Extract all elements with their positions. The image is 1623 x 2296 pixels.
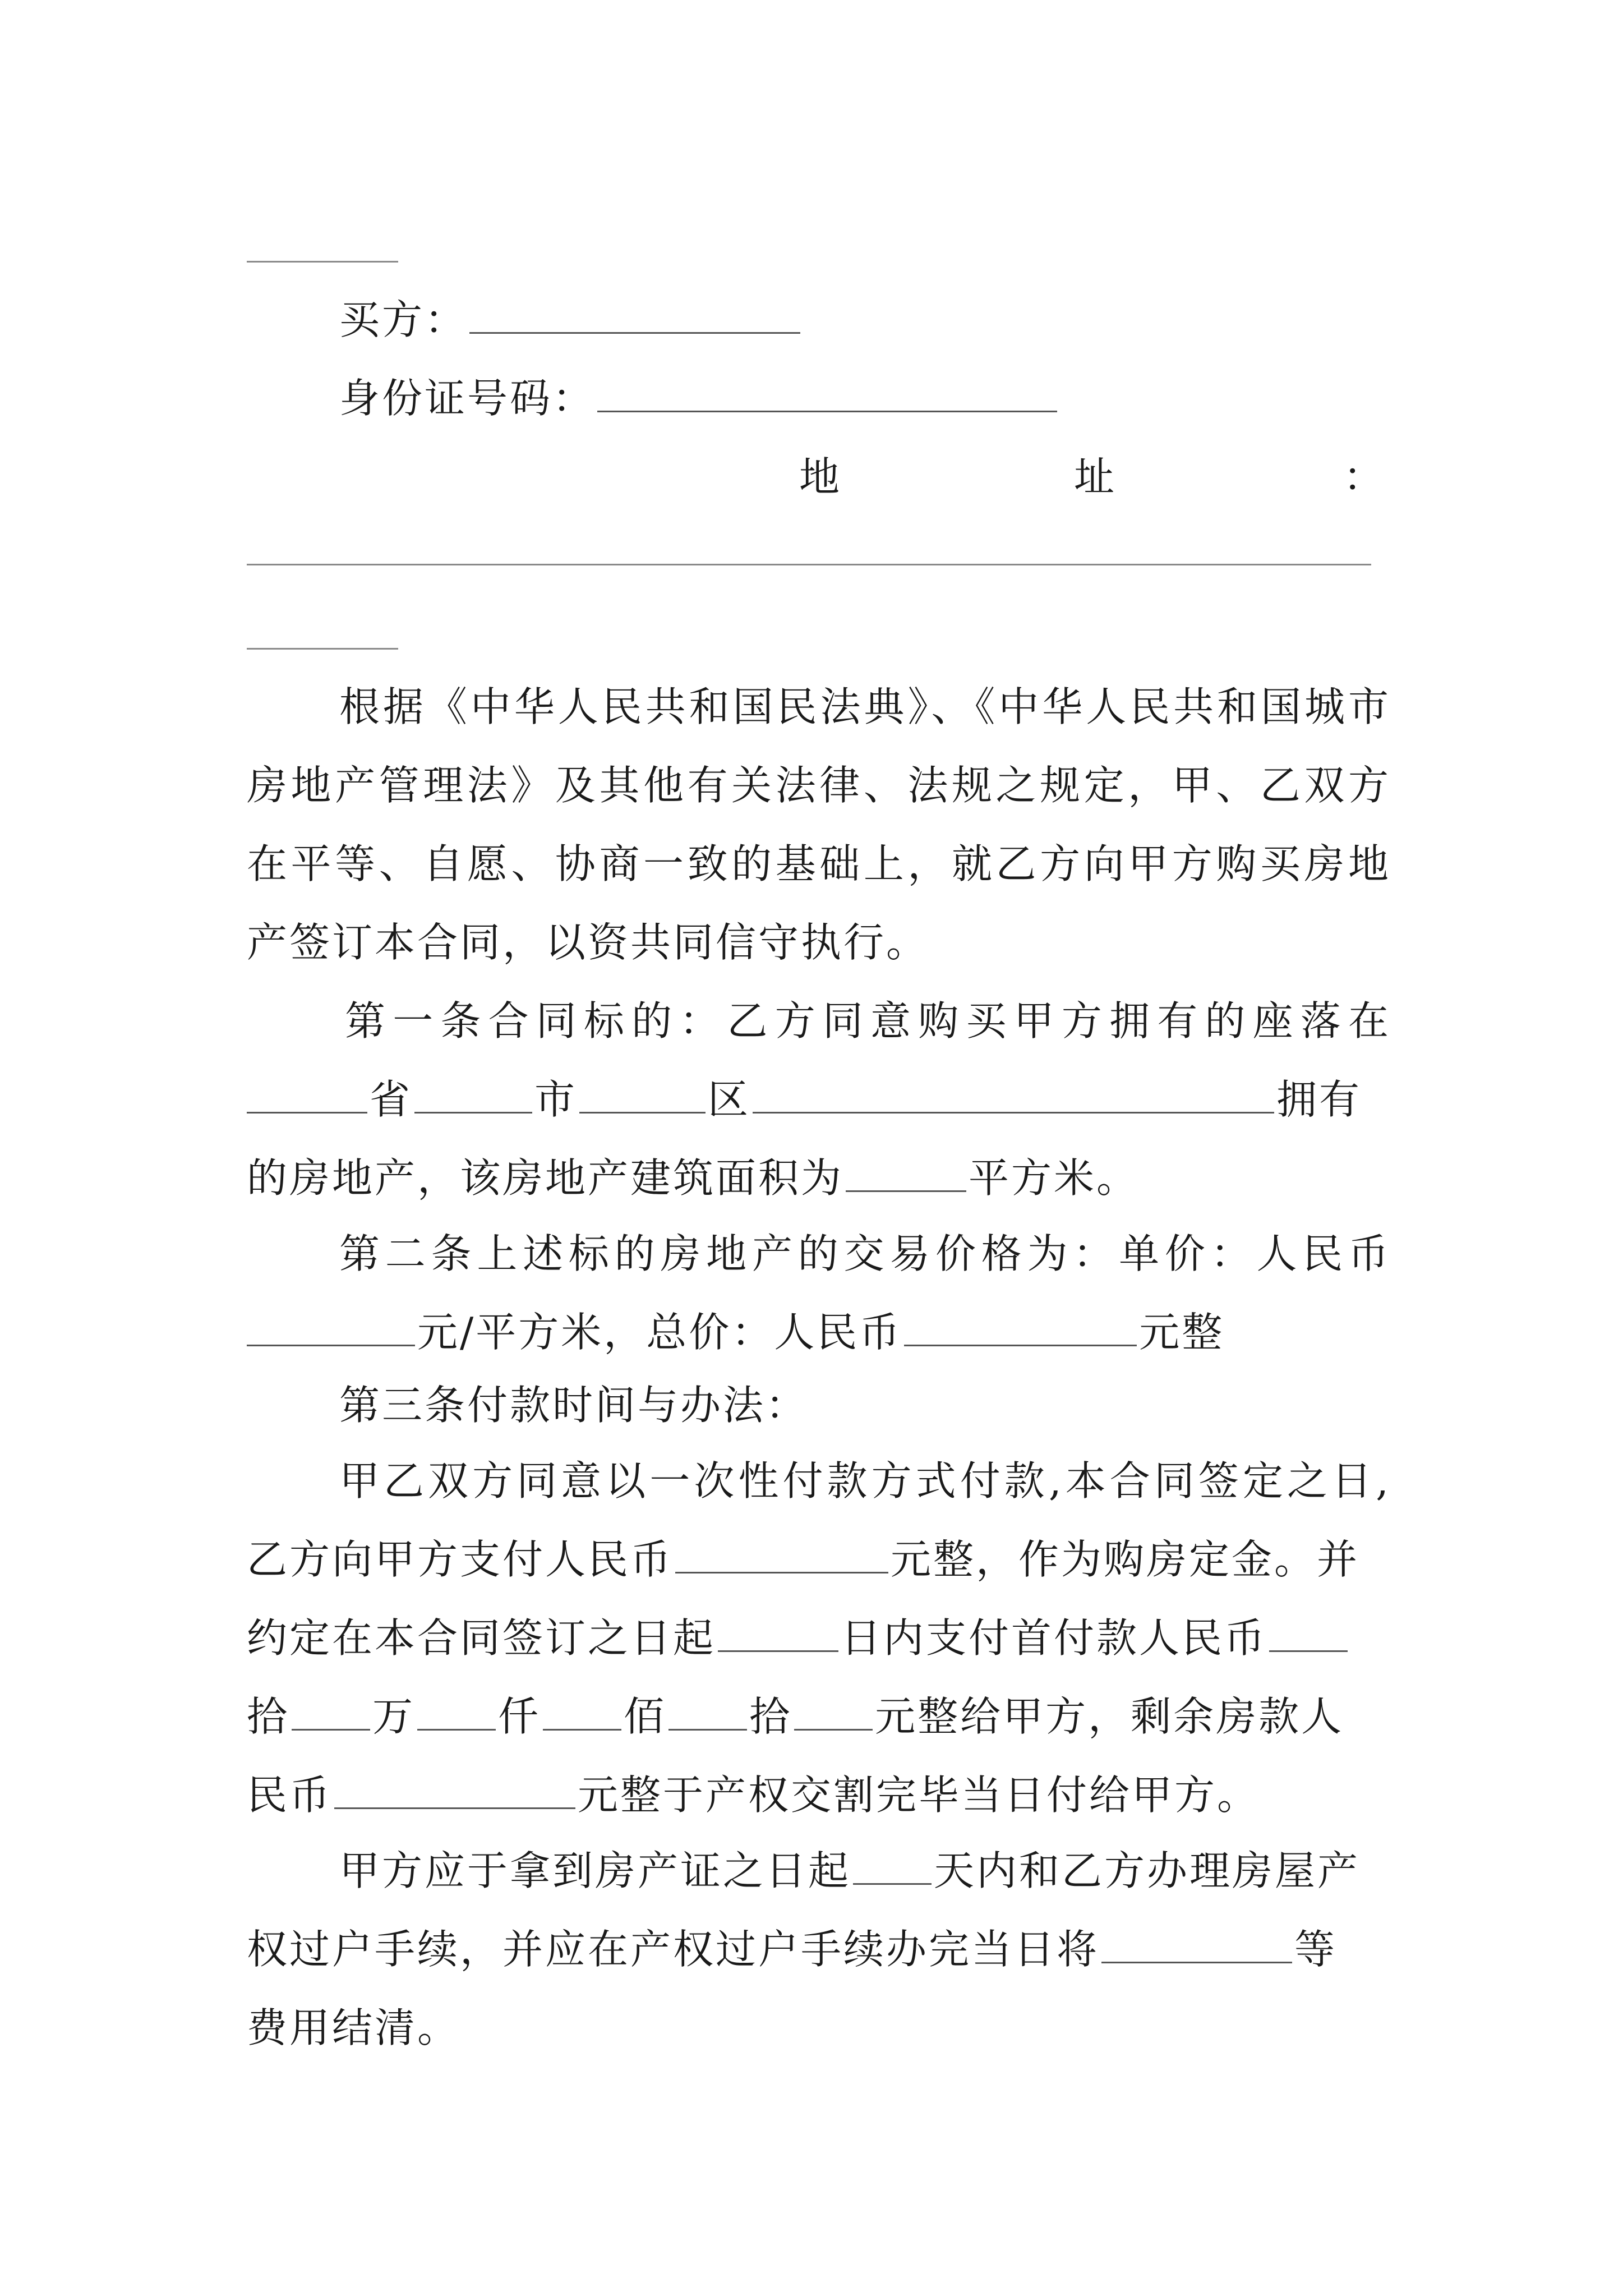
remaining-field[interactable] (334, 1770, 575, 1809)
article3-p2-line-3: 费用结清。 (247, 2004, 460, 2051)
deposit-text: 乙方向甲方支付人民币 (247, 1536, 674, 1583)
article3-p1-line-1: 甲乙双方同意以一次性付款方式付款,本合同签定之日, (339, 1457, 1391, 1504)
province-label: 省 (370, 1076, 413, 1123)
buyer-name-field[interactable] (469, 295, 800, 334)
address-char-1: 地 (799, 453, 840, 500)
fees-text-2: 等 (1294, 1926, 1338, 1973)
article1-line-2 (247, 1071, 1391, 1128)
address-field-line[interactable] (247, 564, 1371, 565)
area-field[interactable] (846, 1153, 966, 1192)
total-price-field[interactable] (904, 1308, 1137, 1346)
article2-line-1: 第二条上述标的房地产的交易价格为：单价：人民币 (339, 1230, 1391, 1277)
basis-line-3: 在平等、自愿、协商一致的基础上，就乙方向甲方购买房地 (247, 840, 1391, 887)
owned-label: 拥有 (1276, 1076, 1362, 1123)
id-row (339, 370, 1483, 426)
fees-text: 权过户手续，并应在产权过户手续办完当日将 (247, 1926, 1100, 1973)
article3-p1-line-2 (247, 1531, 1391, 1588)
first-payment-text-2: 日内支付首付款人民币 (841, 1614, 1267, 1662)
article3-p1-line-5 (247, 1767, 1391, 1823)
street-field[interactable] (753, 1075, 1274, 1114)
area-text: 的房地产，该房地产建筑面积为 (247, 1154, 844, 1202)
province-field[interactable] (247, 1075, 367, 1114)
transfer-text-2: 天内和乙方办理房屋产 (934, 1847, 1361, 1894)
buyer-row (339, 292, 1483, 348)
article3-p2-line-1 (339, 1843, 1483, 1899)
district-field[interactable] (579, 1075, 706, 1114)
deposit-field[interactable] (675, 1535, 888, 1573)
buyer-label: 买方： (339, 296, 468, 343)
city-label: 市 (534, 1076, 578, 1123)
unit-price-text: 元/平方米，总价：人民币 (417, 1309, 902, 1356)
first-payment-field-a[interactable] (1269, 1613, 1348, 1652)
top-fill-line (247, 261, 398, 263)
city-field[interactable] (414, 1075, 532, 1114)
fees-field[interactable] (1101, 1925, 1292, 1963)
amount-yuan-field[interactable] (794, 1692, 873, 1731)
total-price-unit: 元整 (1139, 1309, 1225, 1356)
unit-qian: 仟 (498, 1693, 541, 1740)
article3-title: 第三条付款时间与办法： (339, 1382, 809, 1429)
unit-shi-2: 拾 (749, 1693, 792, 1740)
article1-line-3 (247, 1150, 1391, 1206)
remaining-text: 民币 (247, 1772, 333, 1819)
amount-shi-field[interactable] (668, 1692, 747, 1731)
id-label: 身份证号码： (339, 375, 596, 422)
first-payment-end: 元整给甲方，剩余房款人 (875, 1693, 1344, 1740)
amount-wan-field[interactable] (292, 1692, 370, 1731)
district-label: 区 (708, 1076, 751, 1123)
article1-line-1: 第一条合同标的：乙方同意购买甲方拥有的座落在 (345, 997, 1391, 1045)
transfer-days-field[interactable] (853, 1846, 932, 1885)
basis-line-4: 产签订本合同，以资共同信守执行。 (247, 919, 929, 966)
article2-line-2 (247, 1304, 1391, 1360)
remaining-end: 元整于产权交割完毕当日付给甲方。 (578, 1772, 1260, 1819)
deposit-unit: 元整，作为购房定金。并 (891, 1536, 1360, 1583)
unit-wan: 万 (372, 1693, 416, 1740)
article3-p2-line-2 (247, 1921, 1391, 1977)
address-char-3: ： (1343, 453, 1384, 500)
basis-line-1: 根据《中华人民共和国民法典》、《中华人民共和国城市 (339, 683, 1391, 730)
address-field-line-2[interactable] (247, 648, 398, 650)
amount-qian-field[interactable] (417, 1692, 496, 1731)
article3-p1-line-3 (247, 1610, 1391, 1666)
amount-bai-field[interactable] (543, 1692, 621, 1731)
area-unit: 平方米。 (969, 1154, 1140, 1202)
article3-p1-line-4 (247, 1688, 1391, 1745)
first-payment-text: 约定在本合同签订之日起 (247, 1614, 716, 1662)
unit-bai: 佰 (624, 1693, 667, 1740)
id-number-field[interactable] (597, 374, 1057, 412)
address-char-2: 址 (1074, 453, 1115, 500)
days-field[interactable] (718, 1613, 838, 1652)
basis-line-2: 房地产管理法》及其他有关法律、法规之规定，甲、乙双方 (247, 762, 1391, 809)
unit-shi-1: 拾 (247, 1693, 290, 1740)
unit-price-field[interactable] (247, 1308, 415, 1346)
transfer-text: 甲方应于拿到房产证之日起 (339, 1847, 851, 1894)
